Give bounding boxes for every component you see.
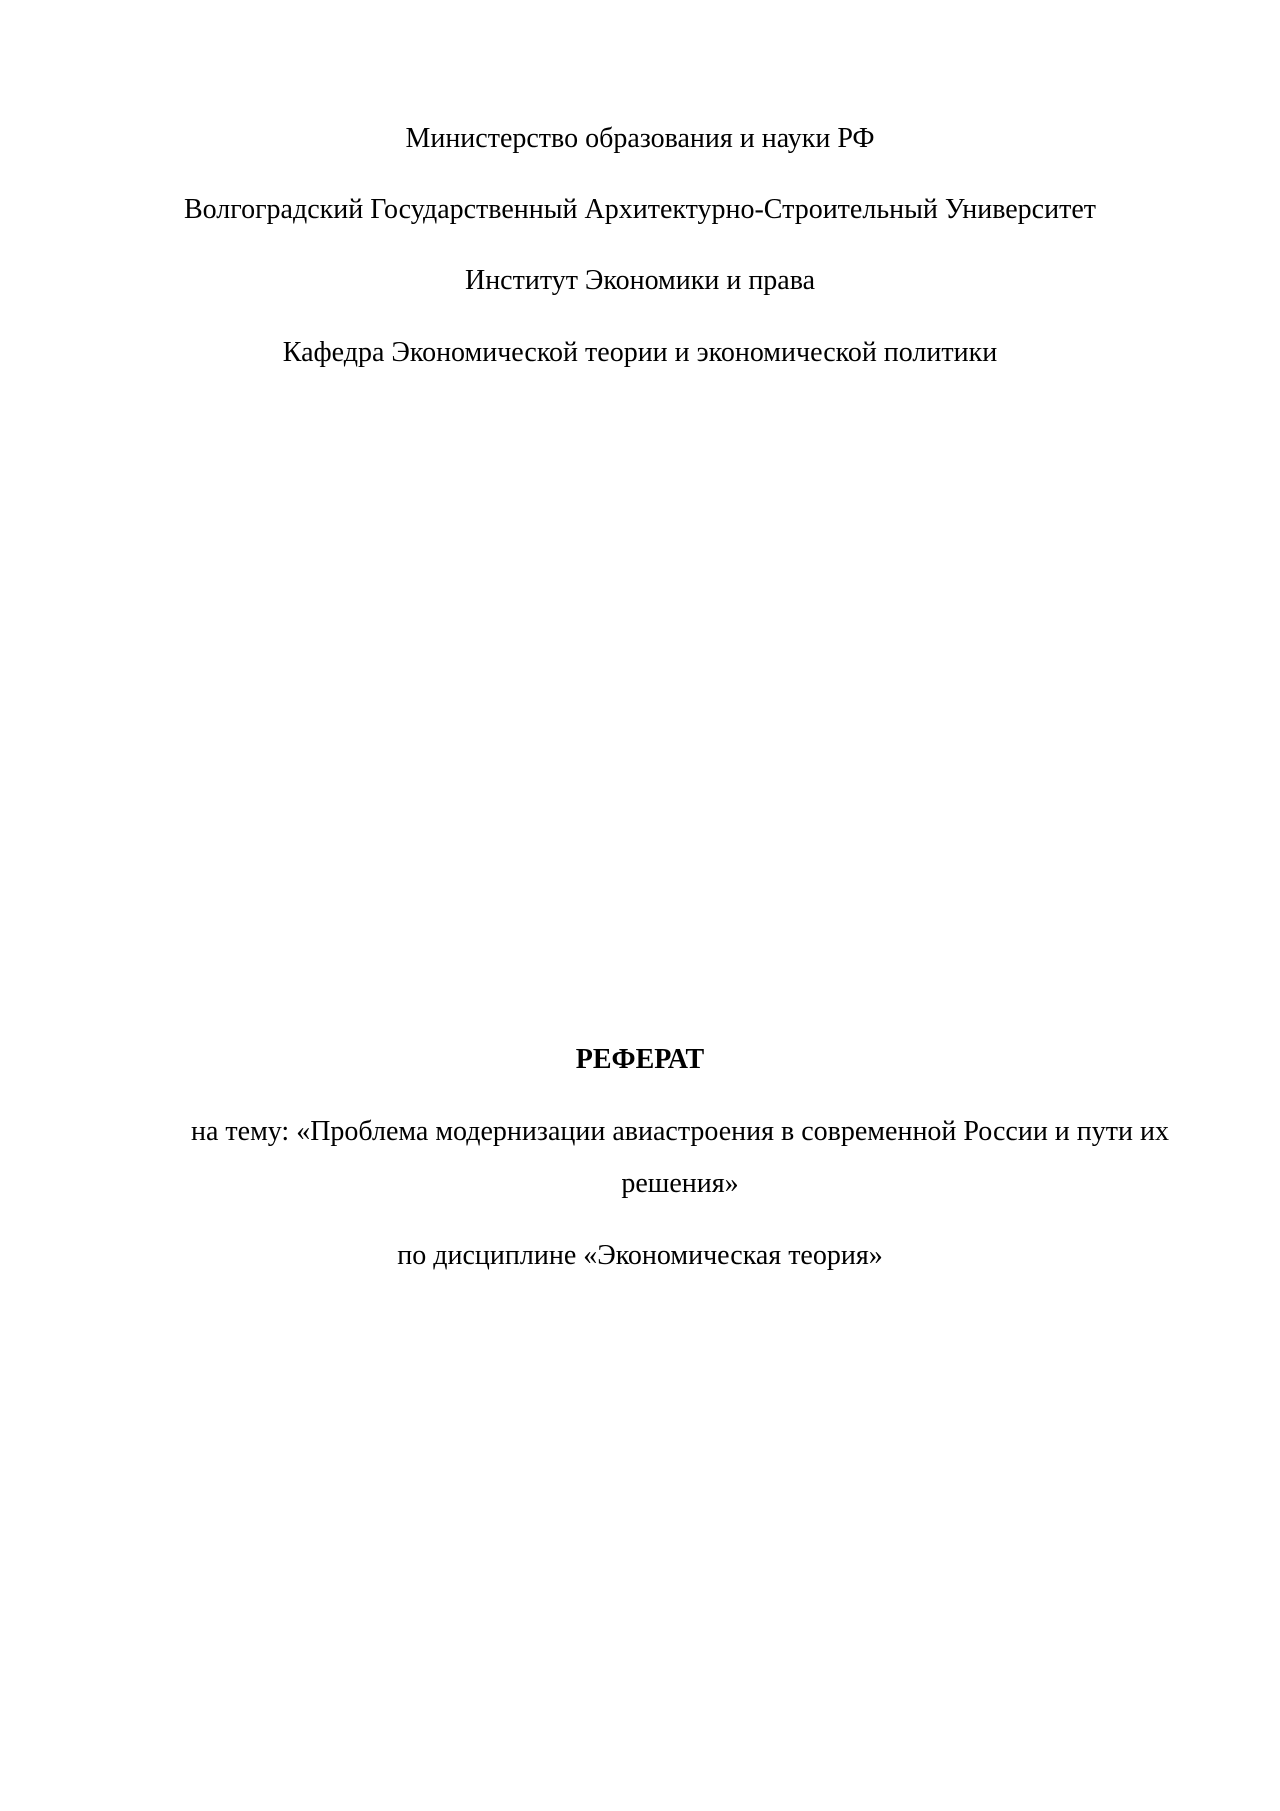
document-type-title: РЕФЕРАТ [575, 1044, 705, 1075]
department-line: Кафедра Экономической теории и экономической политики [282, 337, 998, 368]
institute-line: Институт Экономики и права [464, 265, 816, 296]
discipline-line: по дисциплине «Экономическая теория» [397, 1240, 883, 1271]
university-line: Волгоградский Государственный Архитектурно-Строительный Университет [184, 194, 1096, 225]
ministry-line: Министерство образования и науки РФ [405, 123, 875, 154]
topic-line: на тему: «Проблема модернизации авиастроения в современной России и пути их решения» [191, 1116, 1169, 1199]
